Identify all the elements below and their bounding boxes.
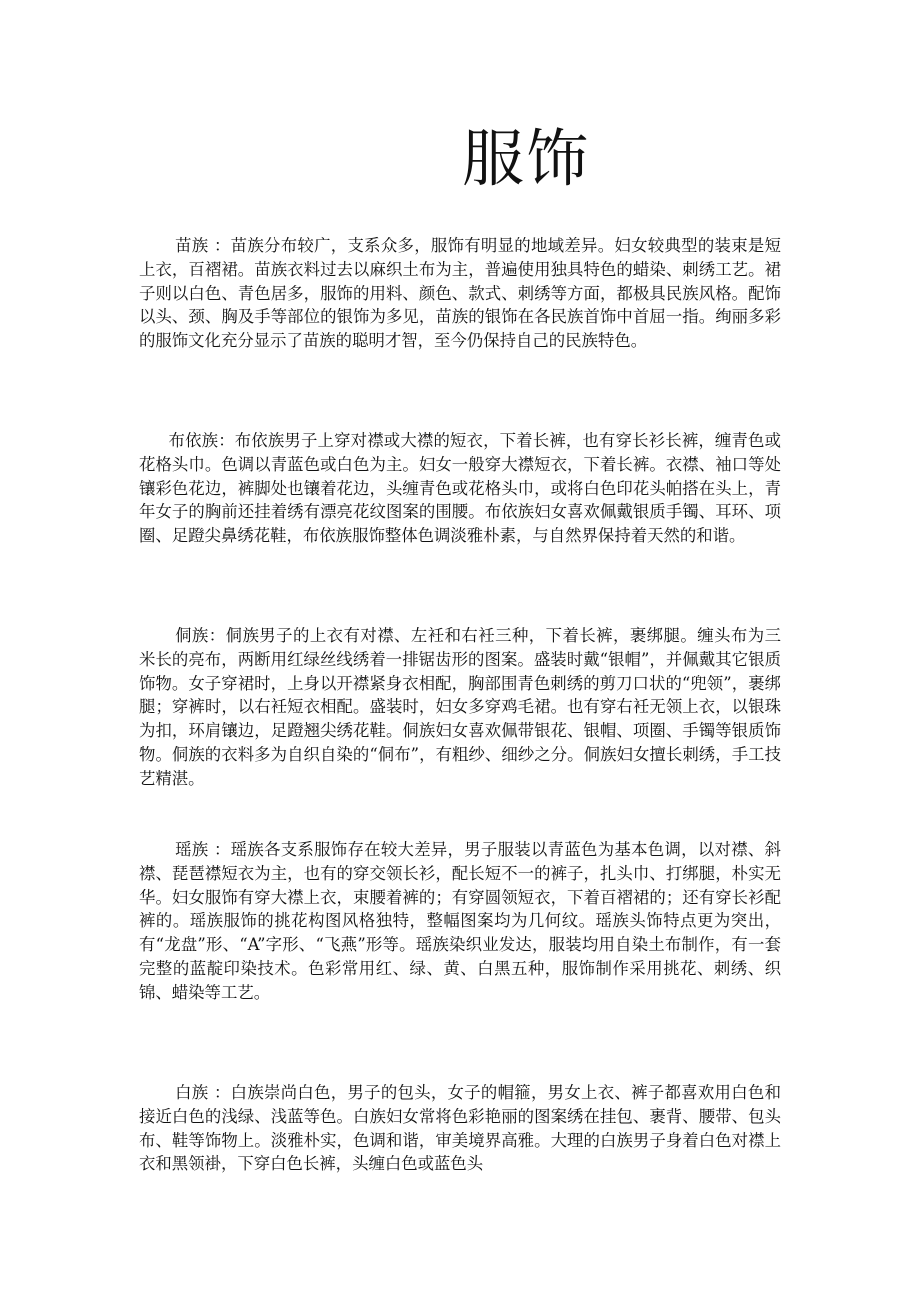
paragraph-dong: 侗族：侗族男子的上衣有对襟、左衽和右衽三种，下着长裤，裹绑腿。缠头布为三米长的亮布，两断用红绿丝线绣着一排锯齿形的图案。盛装时戴“银帽”，并佩戴其它银质饰物。女子穿裙时，上身以开襟紧身衣相配，胸部围青色刺绣的剪刀口状的“兜领”，裹绑腿；穿裤时，以右衽短衣相配。盛装时，妇女多穿鸡毛裙。也有穿右衽无领上衣，以银珠为扣，环肩镶边，足蹬翘尖绣花鞋。侗族妇女喜欢佩带银花、银帽、项圈、手镯等银质饰物。侗族的衣料多为自织自染的“侗布”，有粗纱、细纱之分。侗族妇女擅长刺绣，手工技艺精湛。 xyxy=(139,626,781,788)
paragraph-miao: 苗族 ：苗族分布较广，支系众多，服饰有明显的地域差异。妇女较典型的装束是短上衣，百褶裙。苗族衣料过去以麻织土布为主，普遍使用独具特色的蜡染、刺绣工艺。裙子则以白色、青色居多，服饰的用料、颜色、款式、刺绣等方面，都极具民族风格。配饰以头、颈、胸及手等部位的银饰为多见，苗族的银饰在各民族首饰中首屈一指。绚丽多彩的服饰文化充分显示了苗族的聪明才智，至今仍保持自己的民族特色。 xyxy=(139,236,781,351)
paragraph-bai: 白族 ：白族崇尚白色，男子的包头，女子的帽箍，男女上衣、裤子都喜欢用白色和接近白色的浅绿、浅蓝等色。白族妇女常将色彩艳丽的图案绣在挂包、裹背、腰带、包头布、鞋等饰物上。淡雅朴实，色调和谐，审美境界高雅。大理的白族男子身着白色对襟上衣和黑领褂，下穿白色长裤，头缠白色或蓝色头 xyxy=(139,1083,781,1174)
page-title: 服饰 xyxy=(462,122,591,195)
paragraph-yao: 瑶族 ：瑶族各支系服饰存在较大差异，男子服装以青蓝色为基本色调，以对襟、斜襟、琵琶襟短衣为主，也有的穿交领长衫，配长短不一的裤子，扎头巾、打绑腿，朴实无华。妇女服饰有穿大襟上衣，束腰着裤的；有穿圆领短衣，下着百褶裙的；还有穿长衫配裤的。瑶族服饰的挑花构图风格独特，整幅图案均为几何纹。瑶族头饰特点更为突出，有“龙盘”形、“A”字形、“飞燕”形等。瑶族染织业发达，服装均用自染土布制作，有一套完整的蓝靛印染技术。色彩常用红、绿、黄、白黑五种，服饰制作采用挑花、刺绣、织锦、蜡染等工艺。 xyxy=(139,840,781,1002)
paragraph-buyi: 布依族：布依族男子上穿对襟或大襟的短衣，下着长裤，也有穿长衫长裤，缠青色或花格头巾。色调以青蓝色或白色为主。妇女一般穿大襟短衣，下着长裤。衣襟、袖口等处镶彩色花边，裤脚处也镶着花边，头缠青色或花格头巾，或将白色印花头帕搭在头上，青年女子的胸前还挂着绣有漂亮花纹图案的围腰。布依族妇女喜欢佩戴银质手镯、耳环、项圈、足蹬尖鼻绣花鞋，布依族服饰整体色调淡雅朴素，与自然界保持着天然的和谐。 xyxy=(139,431,781,546)
